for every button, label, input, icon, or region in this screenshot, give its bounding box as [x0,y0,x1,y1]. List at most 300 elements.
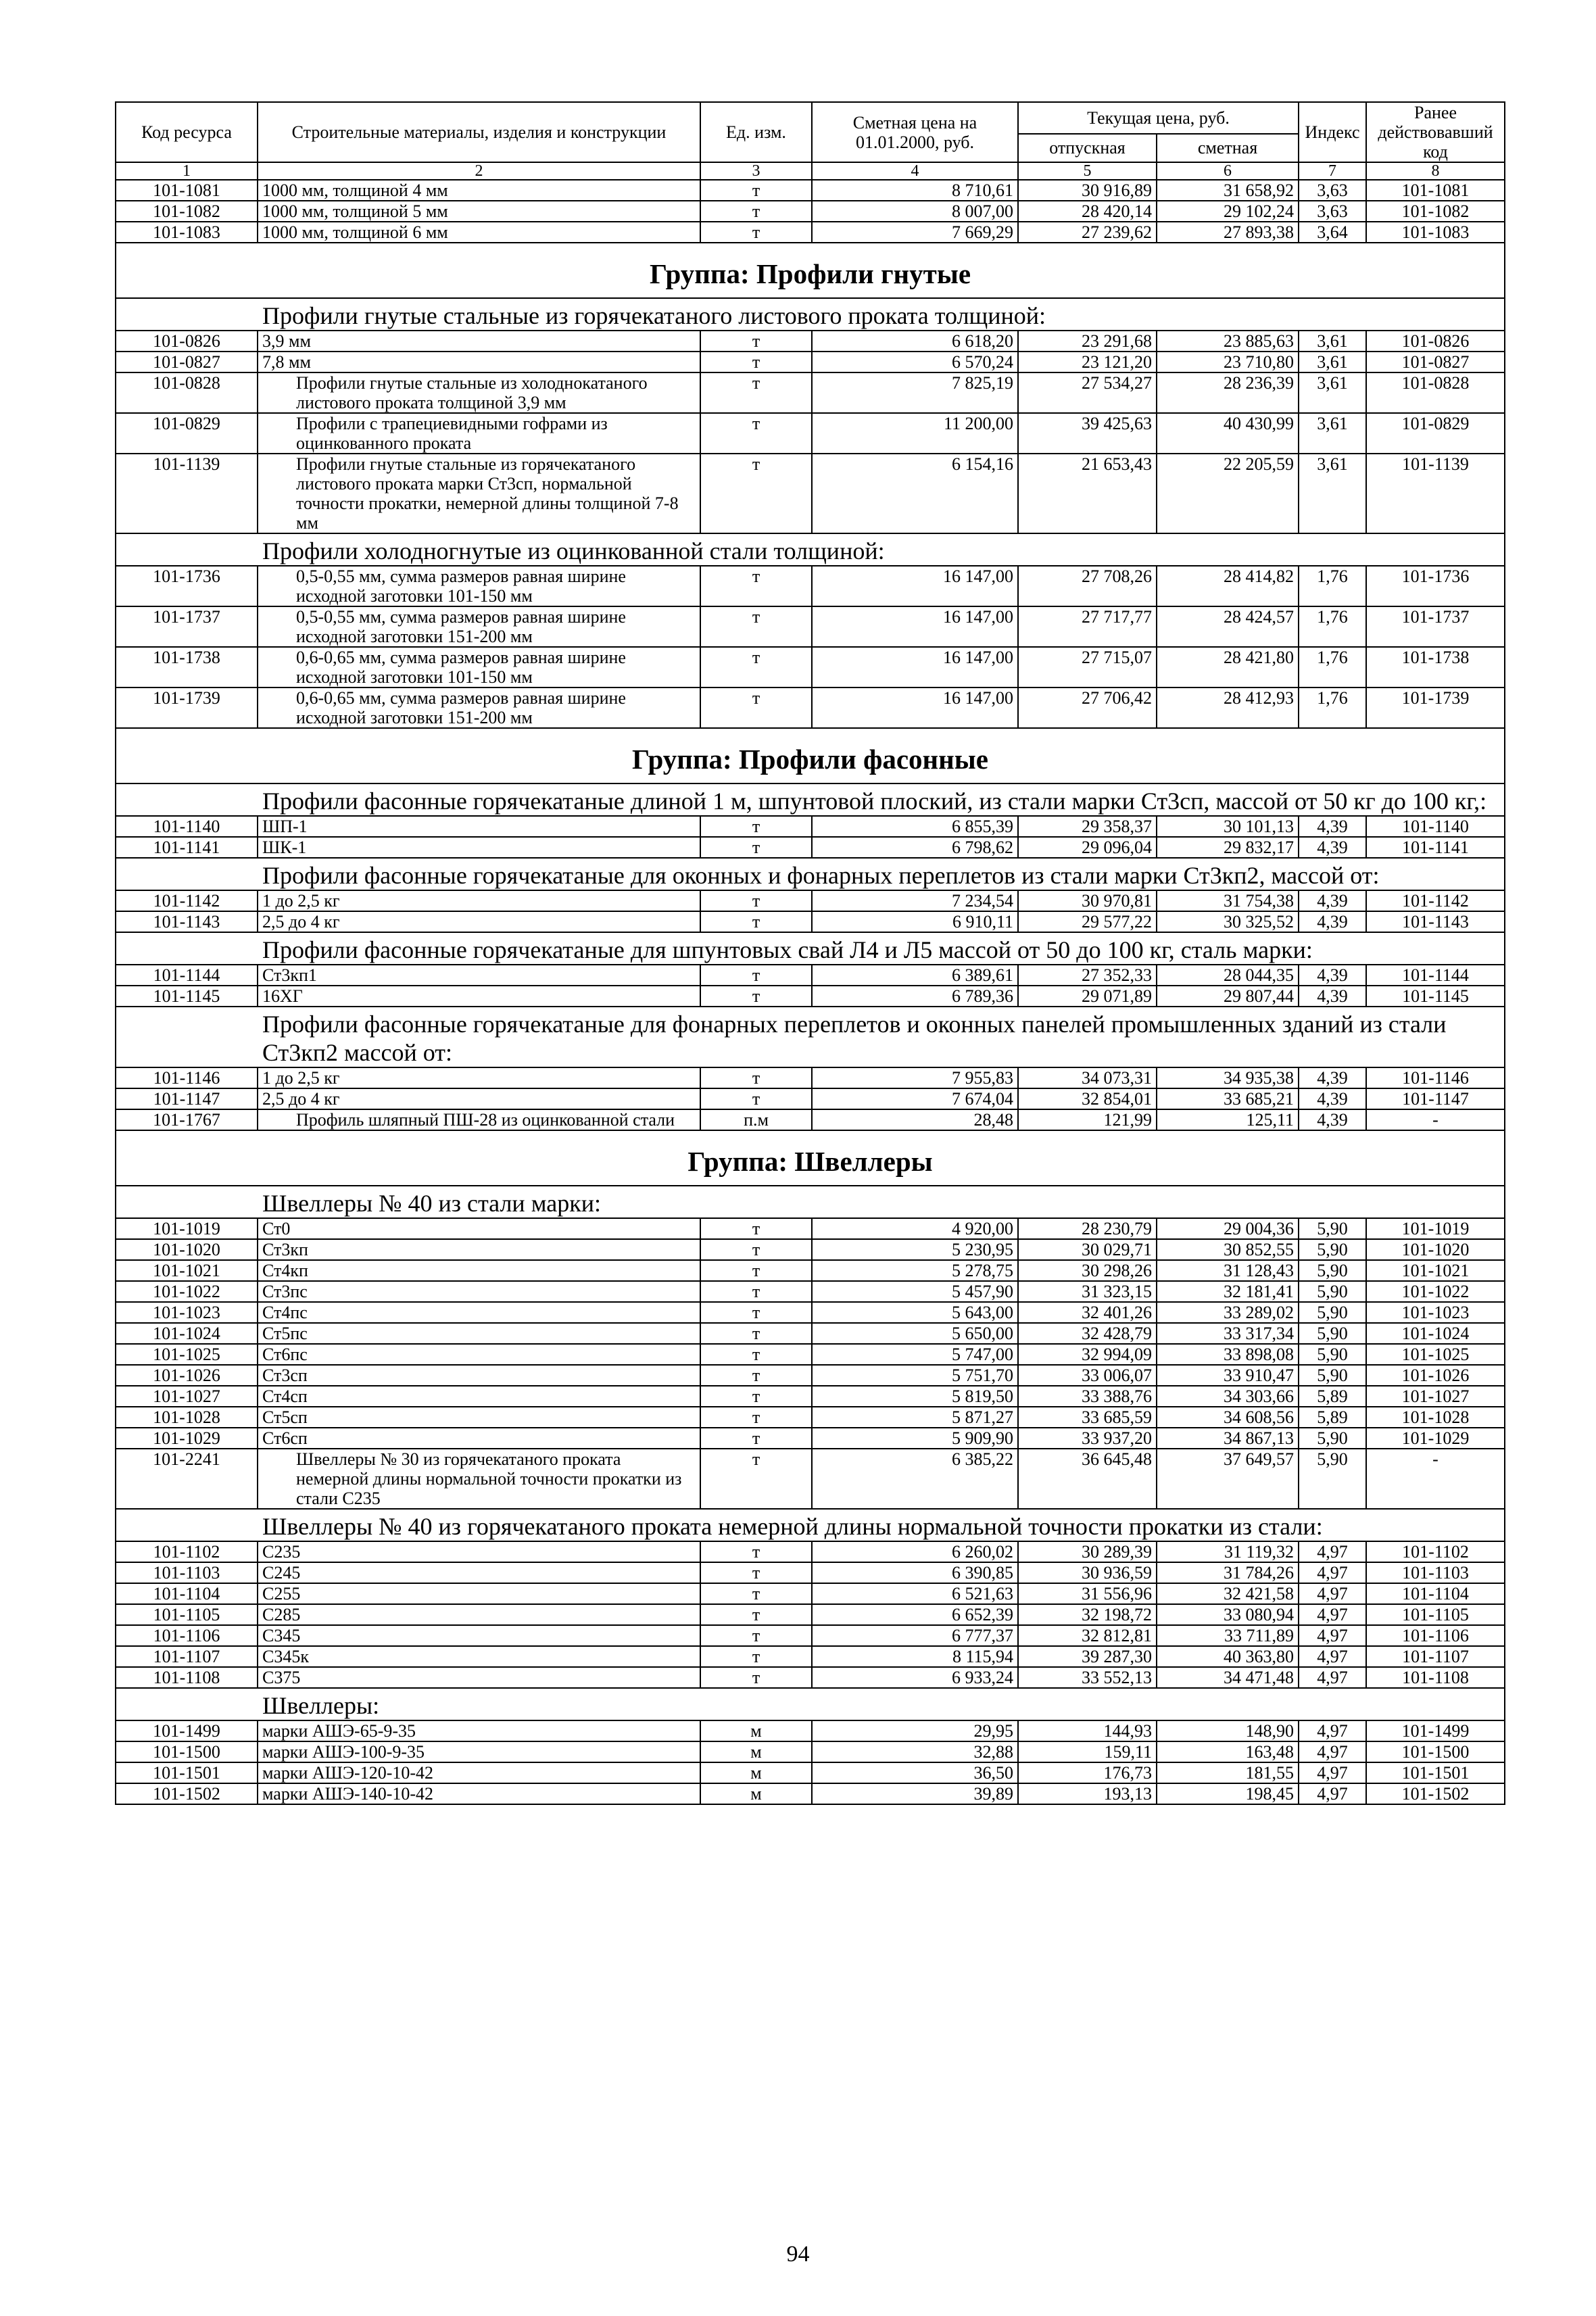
material-name: Профиль шляпный ПШ-28 из оцинкованной стали [258,1109,700,1130]
release-price: 27 706,42 [1018,687,1157,728]
group-heading-row [116,728,1505,783]
column-number: 2 [258,162,700,180]
subgroup-heading: Профили фасонные горячекатаные длиной 1 м, шпунтовой плоский, из стали марки Ст3сп, массой от 50 кг до 100 кг,: [262,788,1487,815]
resource-code: 101-1083 [116,222,258,243]
unit: м [700,1783,812,1804]
price-index: 3,61 [1299,413,1366,454]
previous-code: 101-0828 [1366,372,1505,413]
base-price: 28,48 [812,1109,1018,1130]
unit: т [700,1067,812,1088]
material-name: марки АШЭ-100-9-35 [258,1741,700,1762]
base-price: 8 710,61 [812,180,1018,201]
table-row [116,1720,1505,1741]
base-price: 6 618,20 [812,331,1018,352]
subgroup-heading: Швеллеры: [262,1692,380,1719]
estimate-price: 23 710,80 [1157,352,1299,372]
base-price: 5 871,27 [812,1407,1018,1428]
table-row [116,1449,1505,1509]
price-index: 1,76 [1299,606,1366,647]
estimate-price: 33 685,21 [1157,1088,1299,1109]
previous-code: 101-0827 [1366,352,1505,372]
release-price: 33 937,20 [1018,1428,1157,1449]
previous-code: 101-1027 [1366,1386,1505,1407]
subgroup-heading-row [116,858,1505,890]
table-row [116,222,1505,243]
release-price: 27 708,26 [1018,566,1157,606]
estimate-price: 31 119,32 [1157,1541,1299,1562]
release-price: 159,11 [1018,1741,1157,1762]
price-index: 4,39 [1299,911,1366,932]
release-price: 31 556,96 [1018,1583,1157,1604]
base-price: 6 798,62 [812,837,1018,858]
table-row [116,1407,1505,1428]
table-row [116,201,1505,222]
resource-code: 101-1106 [116,1625,258,1646]
material-name: С255 [258,1583,700,1604]
base-price: 5 230,95 [812,1239,1018,1260]
material-name: Швеллеры № 30 из горячекатаного проката немерной длины нормальной точности прокатки из стали С235 [258,1449,700,1509]
unit: т [700,1667,812,1688]
estimate-price: 198,45 [1157,1783,1299,1804]
resource-code: 101-1082 [116,201,258,222]
unit: т [700,647,812,687]
resource-code: 101-1501 [116,1762,258,1783]
previous-code: 101-1139 [1366,454,1505,533]
table-row [116,816,1505,837]
column-number: 8 [1366,162,1505,180]
unit: м [700,1741,812,1762]
release-price: 30 289,39 [1018,1541,1157,1562]
subgroup-heading-cell [116,1007,1505,1067]
material-name: 1000 мм, толщиной 5 мм [258,201,700,222]
material-name: Ст4пс [258,1302,700,1323]
base-price: 8 007,00 [812,201,1018,222]
previous-code: 101-1502 [1366,1783,1505,1804]
header-base-price: Сметная цена на 01.01.2000, руб. [812,102,1018,162]
price-index: 4,97 [1299,1667,1366,1688]
base-price: 6 154,16 [812,454,1018,533]
estimate-price: 28 044,35 [1157,965,1299,986]
material-name: Профили с трапециевидными гофрами из оцинкованного проката [258,413,700,454]
group-heading: Группа: Профили гнутые [116,243,1505,298]
table-row [116,1067,1505,1088]
release-price: 27 239,62 [1018,222,1157,243]
subgroup-heading: Профили холодногнутые из оцинкованной стали толщиной: [262,537,885,564]
price-index: 4,39 [1299,816,1366,837]
previous-code: 101-0829 [1366,413,1505,454]
release-price: 21 653,43 [1018,454,1157,533]
table-row [116,331,1505,352]
release-price: 36 645,48 [1018,1449,1157,1509]
previous-code: 101-1105 [1366,1604,1505,1625]
table-row [116,1239,1505,1260]
table-row [116,1344,1505,1365]
previous-code: 101-1107 [1366,1646,1505,1667]
base-price: 6 570,24 [812,352,1018,372]
unit: т [700,1260,812,1281]
estimate-price: 148,90 [1157,1720,1299,1741]
estimate-price: 28 421,80 [1157,647,1299,687]
previous-code: 101-1024 [1366,1323,1505,1344]
release-price: 176,73 [1018,1762,1157,1783]
table-row [116,1762,1505,1783]
estimate-price: 33 910,47 [1157,1365,1299,1386]
table-row [116,1218,1505,1239]
table-row [116,1667,1505,1688]
material-name: С345 [258,1625,700,1646]
base-price: 6 777,37 [812,1625,1018,1646]
previous-code: 101-1025 [1366,1344,1505,1365]
header-previous-code: Ранее действовавший код [1366,102,1505,162]
material-name: 1 до 2,5 кг [258,1067,700,1088]
release-price: 27 717,77 [1018,606,1157,647]
unit: т [700,687,812,728]
group-heading-row [116,1130,1505,1186]
subgroup-heading: Профили фасонные горячекатаные для шпунтовых свай Л4 и Л5 массой от 50 до 100 кг, сталь марки: [262,936,1313,963]
previous-code: 101-1142 [1366,890,1505,911]
column-number: 5 [1018,162,1157,180]
header-materials: Строительные материалы, изделия и конструкции [258,102,700,162]
resource-code: 101-1102 [116,1541,258,1562]
price-table [115,101,1505,1805]
previous-code: - [1366,1449,1505,1509]
previous-code: 101-1106 [1366,1625,1505,1646]
table-row [116,372,1505,413]
material-name: Ст0 [258,1218,700,1239]
price-index: 4,97 [1299,1604,1366,1625]
previous-code: 101-1028 [1366,1407,1505,1428]
table-row [116,1365,1505,1386]
material-name: Ст4сп [258,1386,700,1407]
estimate-price: 32 181,41 [1157,1281,1299,1302]
material-name: ШП-1 [258,816,700,837]
release-price: 27 352,33 [1018,965,1157,986]
previous-code: 101-1021 [1366,1260,1505,1281]
material-name: 0,6-0,65 мм, сумма размеров равная ширине исходной заготовки 101-150 мм [258,647,700,687]
previous-code: 101-1141 [1366,837,1505,858]
unit: т [700,911,812,932]
unit: т [700,1562,812,1583]
material-name: Ст6сп [258,1428,700,1449]
resource-code: 101-1141 [116,837,258,858]
release-price: 32 401,26 [1018,1302,1157,1323]
price-index: 1,76 [1299,647,1366,687]
estimate-price: 27 893,38 [1157,222,1299,243]
previous-code: 101-1501 [1366,1762,1505,1783]
release-price: 23 121,20 [1018,352,1157,372]
base-price: 5 278,75 [812,1260,1018,1281]
resource-code: 101-1023 [116,1302,258,1323]
price-index: 4,39 [1299,1067,1366,1088]
resource-code: 101-2241 [116,1449,258,1509]
subgroup-heading-cell [116,533,1505,566]
unit: т [700,331,812,352]
base-price: 5 819,50 [812,1386,1018,1407]
material-name: С375 [258,1667,700,1688]
estimate-price: 34 867,13 [1157,1428,1299,1449]
unit: т [700,1583,812,1604]
price-index: 4,97 [1299,1541,1366,1562]
base-price: 32,88 [812,1741,1018,1762]
price-index: 4,97 [1299,1783,1366,1804]
subgroup-heading-row [116,1509,1505,1541]
subgroup-heading-cell [116,932,1505,965]
unit: т [700,1386,812,1407]
base-price: 7 234,54 [812,890,1018,911]
subgroup-heading: Профили фасонные горячекатаные для оконных и фонарных переплетов из стали марки Ст3кп2, массой от: [262,862,1380,889]
column-numbers-row [116,162,1505,180]
base-price: 16 147,00 [812,687,1018,728]
previous-code: 101-1140 [1366,816,1505,837]
base-price: 5 643,00 [812,1302,1018,1323]
release-price: 33 685,59 [1018,1407,1157,1428]
price-index: 5,90 [1299,1323,1366,1344]
group-heading-row [116,243,1505,298]
material-name: марки АШЭ-120-10-42 [258,1762,700,1783]
unit: т [700,986,812,1007]
material-name: 3,9 мм [258,331,700,352]
price-index: 4,39 [1299,837,1366,858]
resource-code: 101-1146 [116,1067,258,1088]
base-price: 16 147,00 [812,566,1018,606]
base-price: 7 955,83 [812,1067,1018,1088]
resource-code: 101-1024 [116,1323,258,1344]
resource-code: 101-1502 [116,1783,258,1804]
resource-code: 101-1027 [116,1386,258,1407]
subgroup-heading-row [116,533,1505,566]
header-index: Индекс [1299,102,1366,162]
unit: т [700,837,812,858]
material-name: 0,5-0,55 мм, сумма размеров равная ширине исходной заготовки 101-150 мм [258,566,700,606]
resource-code: 101-1103 [116,1562,258,1583]
resource-code: 101-1081 [116,180,258,201]
column-number: 1 [116,162,258,180]
price-index: 3,61 [1299,454,1366,533]
price-index: 4,97 [1299,1720,1366,1741]
column-number: 4 [812,162,1018,180]
unit: т [700,1218,812,1239]
base-price: 7 674,04 [812,1088,1018,1109]
price-index: 5,90 [1299,1302,1366,1323]
base-price: 6 855,39 [812,816,1018,837]
estimate-price: 28 412,93 [1157,687,1299,728]
table-row [116,606,1505,647]
subgroup-heading-cell [116,1509,1505,1541]
release-price: 32 854,01 [1018,1088,1157,1109]
material-name: 0,5-0,55 мм, сумма размеров равная ширине исходной заготовки 151-200 мм [258,606,700,647]
price-index: 4,39 [1299,986,1366,1007]
resource-code: 101-0828 [116,372,258,413]
table-row [116,1302,1505,1323]
base-price: 5 747,00 [812,1344,1018,1365]
table-row [116,911,1505,932]
table-row [116,1562,1505,1583]
price-index: 4,39 [1299,1109,1366,1130]
price-index: 3,61 [1299,352,1366,372]
resource-code: 101-1500 [116,1741,258,1762]
resource-code: 101-1140 [116,816,258,837]
base-price: 6 652,39 [812,1604,1018,1625]
resource-code: 101-1145 [116,986,258,1007]
previous-code: 101-1020 [1366,1239,1505,1260]
estimate-price: 33 317,34 [1157,1323,1299,1344]
estimate-price: 31 658,92 [1157,180,1299,201]
unit: т [700,1449,812,1509]
table-row [116,1583,1505,1604]
base-price: 6 789,36 [812,986,1018,1007]
table-row [116,1625,1505,1646]
estimate-price: 40 430,99 [1157,413,1299,454]
release-price: 30 936,59 [1018,1562,1157,1583]
estimate-price: 28 414,82 [1157,566,1299,606]
release-price: 33 388,76 [1018,1386,1157,1407]
subgroup-heading-row [116,783,1505,816]
previous-code: 101-1019 [1366,1218,1505,1239]
base-price: 5 457,90 [812,1281,1018,1302]
release-price: 29 358,37 [1018,816,1157,837]
material-name: С285 [258,1604,700,1625]
resource-code: 101-1139 [116,454,258,533]
estimate-price: 34 303,66 [1157,1386,1299,1407]
base-price: 39,89 [812,1783,1018,1804]
subgroup-heading-cell [116,298,1505,331]
resource-code: 101-1029 [116,1428,258,1449]
subgroup-heading: Профили гнутые стальные из горячекатаного листового проката толщиной: [262,302,1046,329]
table-row [116,837,1505,858]
header-release-price: отпускная [1018,134,1157,162]
price-index: 1,76 [1299,687,1366,728]
base-price: 6 390,85 [812,1562,1018,1583]
price-index: 4,97 [1299,1741,1366,1762]
base-price: 6 389,61 [812,965,1018,986]
unit: т [700,222,812,243]
previous-code: 101-1102 [1366,1541,1505,1562]
header-estimate-price: сметная [1157,134,1299,162]
material-name: Ст3пс [258,1281,700,1302]
previous-code: 101-1147 [1366,1088,1505,1109]
subgroup-heading-cell [116,858,1505,890]
price-index: 1,76 [1299,566,1366,606]
estimate-price: 31 128,43 [1157,1260,1299,1281]
release-price: 34 073,31 [1018,1067,1157,1088]
base-price: 7 669,29 [812,222,1018,243]
previous-code: 101-1738 [1366,647,1505,687]
price-index: 5,90 [1299,1218,1366,1239]
unit: м [700,1762,812,1783]
subgroup-heading-cell [116,1688,1505,1720]
table-row [116,1783,1505,1804]
base-price: 6 385,22 [812,1449,1018,1509]
previous-code: 101-1026 [1366,1365,1505,1386]
price-index: 5,90 [1299,1428,1366,1449]
unit: т [700,1604,812,1625]
previous-code: 101-1103 [1366,1562,1505,1583]
unit: т [700,1428,812,1449]
column-number: 7 [1299,162,1366,180]
subgroup-heading-cell [116,783,1505,816]
resource-code: 101-1738 [116,647,258,687]
release-price: 27 534,27 [1018,372,1157,413]
table-row [116,454,1505,533]
subgroup-heading: Профили фасонные горячекатаные для фонарных переплетов и оконных панелей промышленных зданий из стали Ст3кп2 массой от: [262,1011,1447,1066]
release-price: 29 071,89 [1018,986,1157,1007]
subgroup-heading-row [116,1688,1505,1720]
subgroup-heading-row [116,1186,1505,1218]
previous-code: 101-1108 [1366,1667,1505,1688]
price-index: 4,97 [1299,1562,1366,1583]
previous-code: 101-1146 [1366,1067,1505,1088]
unit: т [700,372,812,413]
unit: т [700,1344,812,1365]
base-price: 5 751,70 [812,1365,1018,1386]
material-name: Профили гнутые стальные из холоднокатаного листового проката толщиной 3,9 мм [258,372,700,413]
price-index: 5,89 [1299,1386,1366,1407]
price-index: 3,61 [1299,372,1366,413]
estimate-price: 30 852,55 [1157,1239,1299,1260]
estimate-price: 34 471,48 [1157,1667,1299,1688]
estimate-price: 181,55 [1157,1762,1299,1783]
price-index: 3,63 [1299,201,1366,222]
base-price: 16 147,00 [812,606,1018,647]
estimate-price: 33 289,02 [1157,1302,1299,1323]
previous-code: 101-1499 [1366,1720,1505,1741]
base-price: 8 115,94 [812,1646,1018,1667]
unit: т [700,413,812,454]
table-row [116,1646,1505,1667]
unit: т [700,352,812,372]
estimate-price: 28 236,39 [1157,372,1299,413]
table-header [116,102,1505,180]
resource-code: 101-0827 [116,352,258,372]
group-heading: Группа: Швеллеры [116,1130,1505,1186]
release-price: 29 577,22 [1018,911,1157,932]
material-name: 1 до 2,5 кг [258,890,700,911]
previous-code: 101-0826 [1366,331,1505,352]
release-price: 32 428,79 [1018,1323,1157,1344]
previous-code: 101-1023 [1366,1302,1505,1323]
release-price: 33 006,07 [1018,1365,1157,1386]
material-name: Ст4кп [258,1260,700,1281]
base-price: 11 200,00 [812,413,1018,454]
estimate-price: 33 080,94 [1157,1604,1299,1625]
estimate-price: 34 935,38 [1157,1067,1299,1088]
header-unit: Ед. изм. [700,102,812,162]
subgroup-heading-row [116,932,1505,965]
table-row [116,1323,1505,1344]
release-price: 28 420,14 [1018,201,1157,222]
material-name: 1000 мм, толщиной 4 мм [258,180,700,201]
subgroup-heading-cell [116,1186,1505,1218]
unit: т [700,1281,812,1302]
resource-code: 101-1025 [116,1344,258,1365]
unit: т [700,1407,812,1428]
estimate-price: 30 325,52 [1157,911,1299,932]
base-price: 6 910,11 [812,911,1018,932]
release-price: 30 029,71 [1018,1239,1157,1260]
previous-code: 101-1081 [1366,180,1505,201]
table-row [116,647,1505,687]
resource-code: 101-1147 [116,1088,258,1109]
material-name: 16ХГ [258,986,700,1007]
price-index: 5,90 [1299,1344,1366,1365]
unit: м [700,1720,812,1741]
header-code: Код ресурса [116,102,258,162]
material-name: Ст5пс [258,1323,700,1344]
material-name: 2,5 до 4 кг [258,911,700,932]
estimate-price: 29 807,44 [1157,986,1299,1007]
price-index: 5,89 [1299,1407,1366,1428]
resource-code: 101-0826 [116,331,258,352]
